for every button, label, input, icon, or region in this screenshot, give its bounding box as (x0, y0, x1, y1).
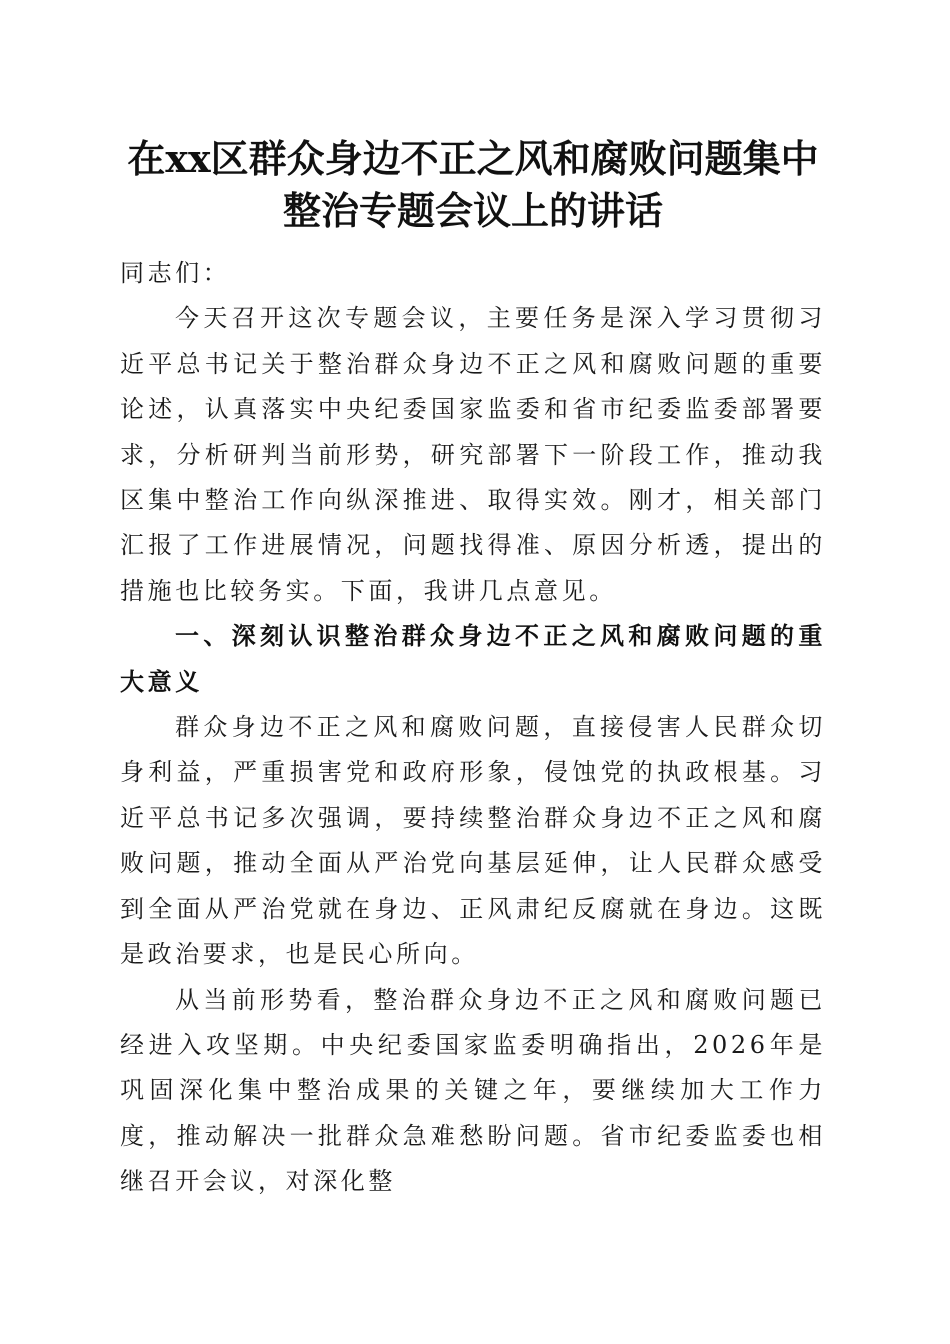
document-title: 在xx区群众身边不正之风和腐败问题集中整治专题会议上的讲话 (127, 136, 819, 233)
opening-paragraph: 今天召开这次专题会议，主要任务是深入学习贯彻习近平总书记关于整治群众身边不正之风和腐败问题的重要论述，认真落实中央纪委国家监委和省市纪委监委部署要求，分析研判当前形势，研究部署下一阶段工作，推动我区集中整治工作向纵深推进、取得实效。刚才，相关部门汇报了工作进展情况，问题找得准、原因分析透，提出的措施也比较务实。下面，我讲几点意见。 (120, 304, 826, 605)
document-body (120, 251, 826, 1205)
salutation: 同志们： (120, 259, 231, 287)
section-heading: 一、深刻认识整治群众身边不正之风和腐败问题的重大意义 (120, 622, 826, 696)
section-paragraph: 群众身边不正之风和腐败问题，直接侵害人民群众切身利益，严重损害党和政府形象，侵蚀党的执政根基。习近平总书记多次强调，要持续整治群众身边不正之风和腐败问题，推动全面从严治党向基层延伸，让人民群众感受到全面从严治党就在身边、正风肃纪反腐就在身边。这既是政治要求，也是民心所向。 (120, 713, 826, 969)
section-paragraph: 从当前形势看，整治群众身边不正之风和腐败问题已经进入攻坚期。中央纪委国家监委明确指出，2026年是巩固深化集中整治成果的关键之年，要继续加大工作力度，推动解决一批群众急难愁盼问题。省市纪委监委也相继召开会议，对深化整 (120, 985, 826, 1196)
